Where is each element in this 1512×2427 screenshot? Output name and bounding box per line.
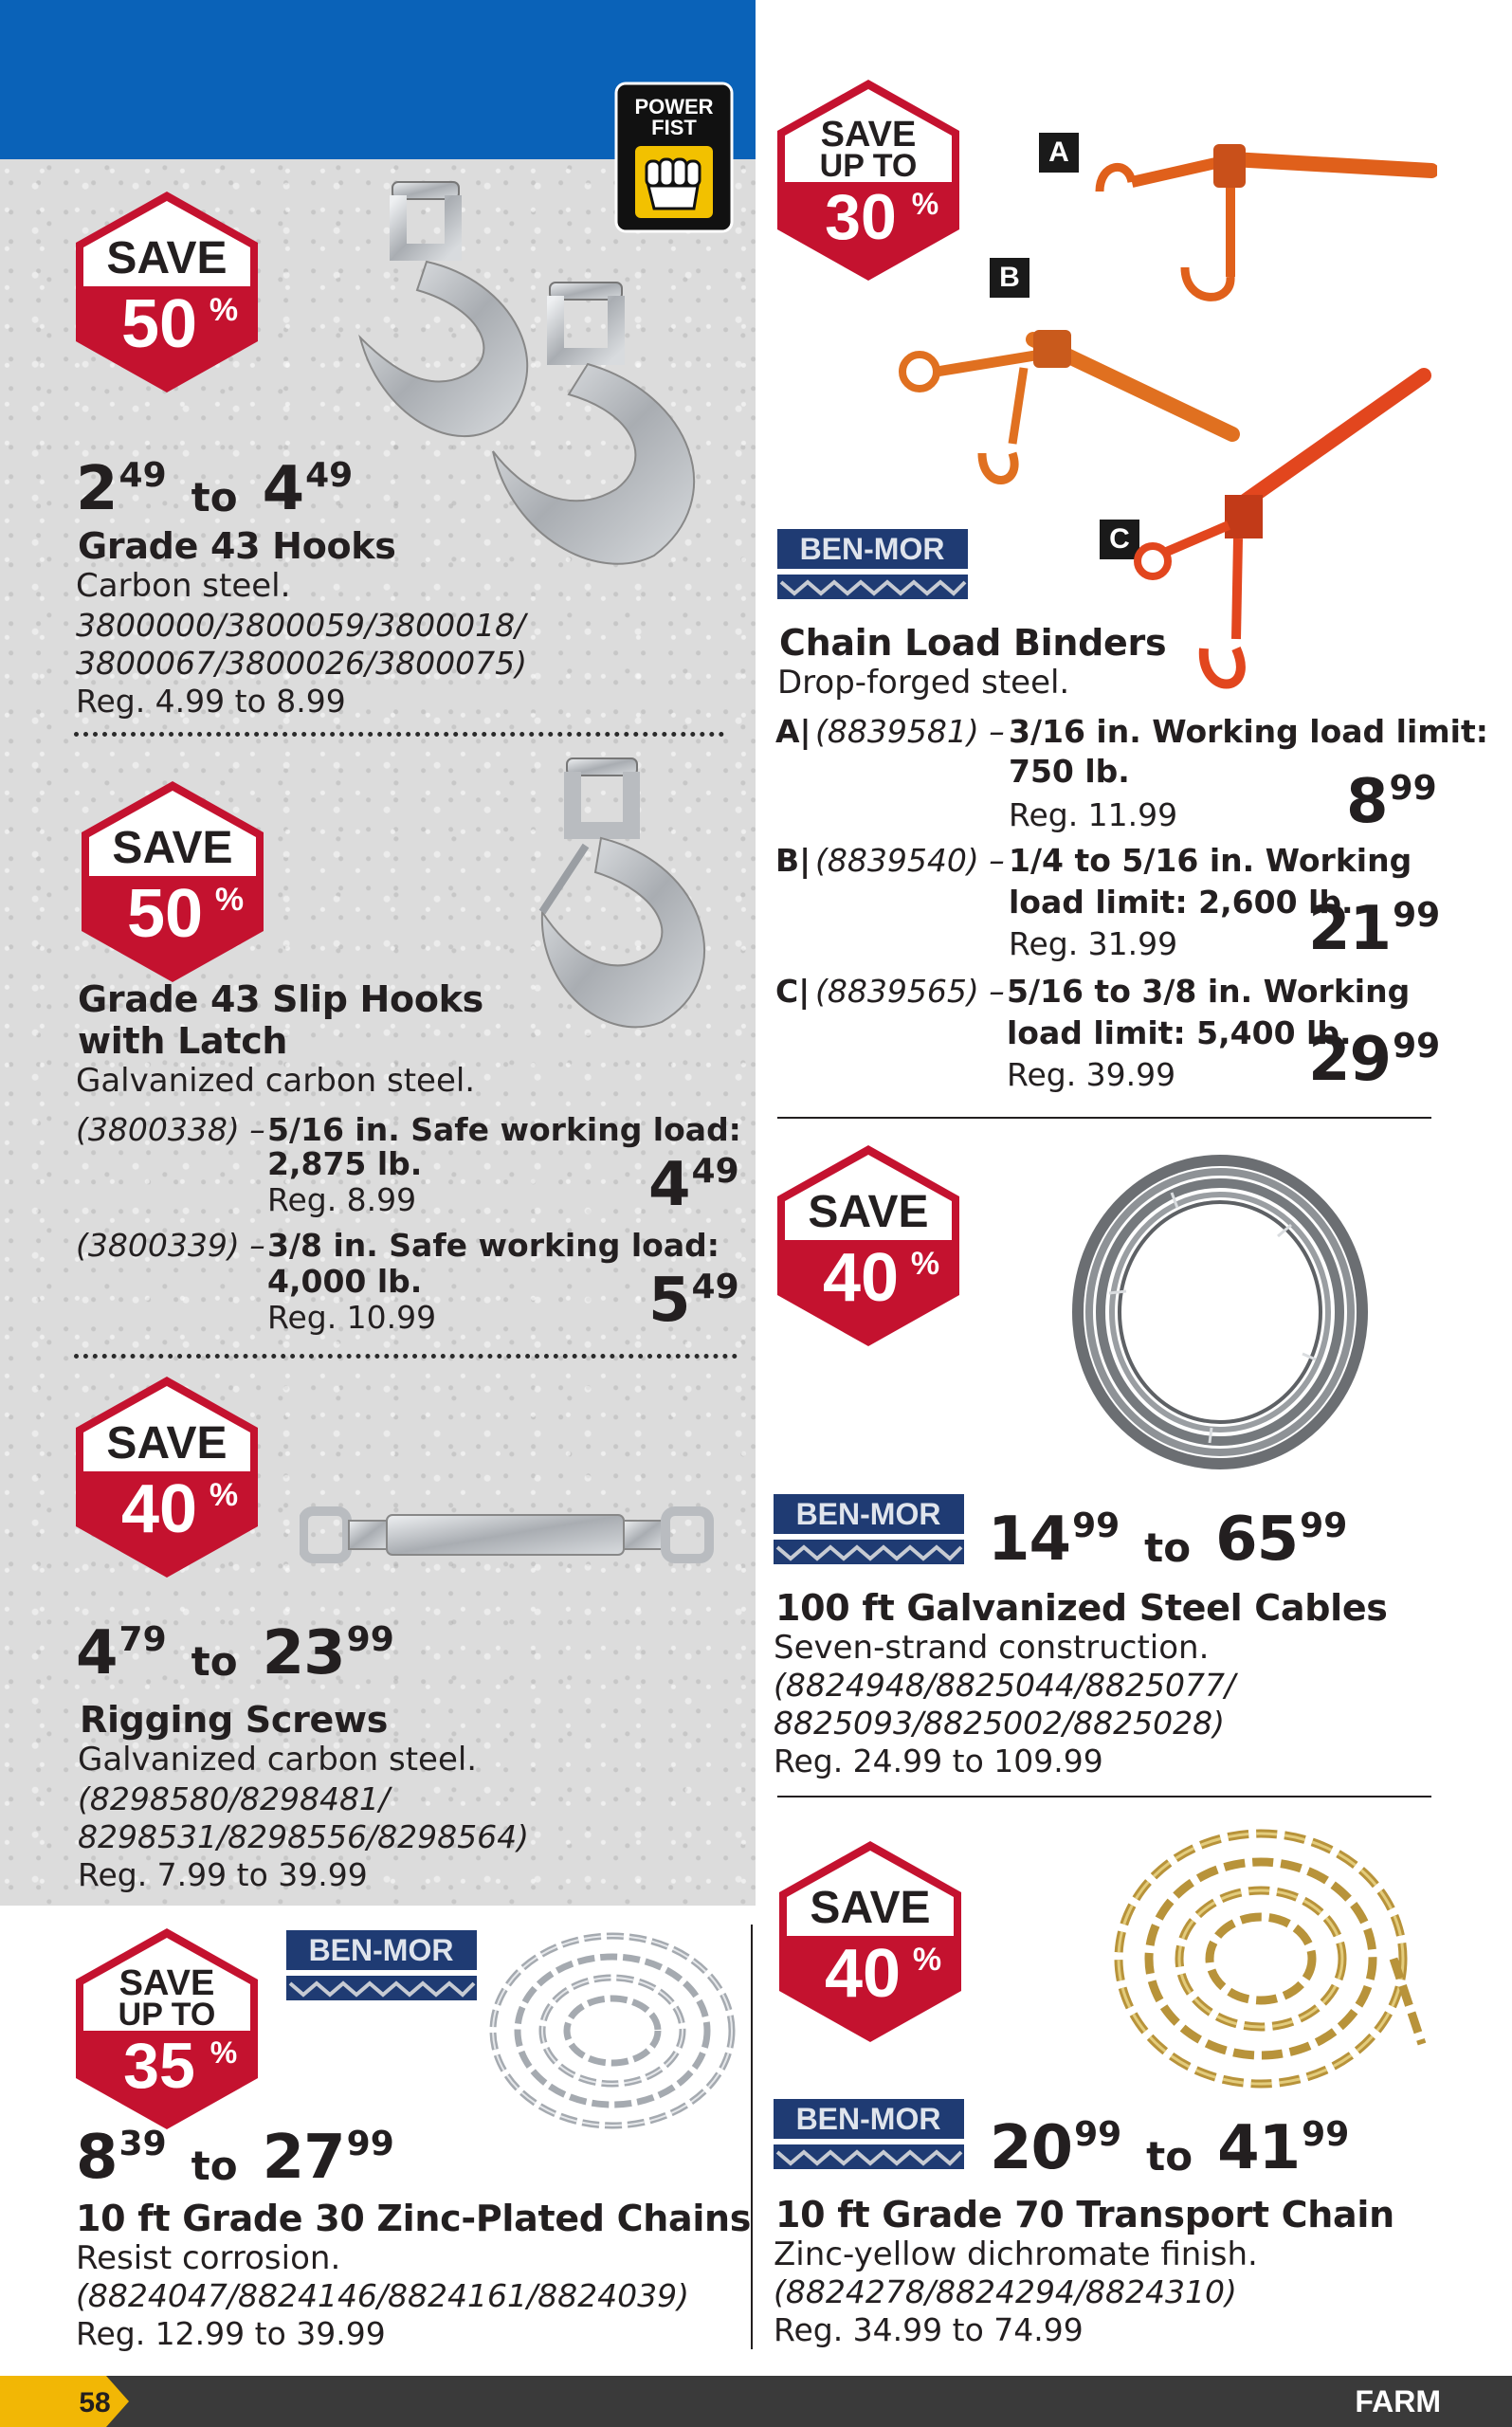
rigging-screw-image bbox=[300, 1490, 717, 1579]
svg-text:UP TO: UP TO bbox=[819, 148, 918, 184]
zinc-chains-codes: (8824047/8824146/8824161/8824039) bbox=[76, 2277, 689, 2314]
steel-cables-price: 14 99 to 65 99 bbox=[988, 1505, 1348, 1575]
binder-option-c-letter: C| bbox=[775, 973, 811, 1010]
dotted-divider bbox=[74, 732, 724, 737]
zinc-chains-desc: Resist corrosion. bbox=[76, 2239, 341, 2277]
svg-text:%: % bbox=[209, 292, 239, 328]
save-50-badge bbox=[78, 777, 267, 986]
binder-option-b-reg: Reg. 31.99 bbox=[1009, 925, 1178, 962]
binder-option-c-reg: Reg. 39.99 bbox=[1007, 1056, 1176, 1093]
slip-hook-option-price: 4 49 bbox=[648, 1150, 739, 1220]
ben-mor-logo bbox=[772, 1492, 966, 1568]
slip-hook-option-reg: Reg. 10.99 bbox=[267, 1299, 437, 1336]
svg-text:40: 40 bbox=[824, 1936, 902, 2012]
dotted-divider bbox=[74, 1354, 738, 1359]
slip-hook-option-spec-2: 4,000 lb. bbox=[267, 1263, 423, 1300]
slip-hook-option-code: (3800338) – bbox=[76, 1111, 265, 1148]
rigging-screws-desc: Galvanized carbon steel. bbox=[78, 1741, 478, 1779]
binder-option-b-spec: 1/4 to 5/16 in. Working bbox=[1009, 842, 1412, 879]
grade43-hooks-reg: Reg. 4.99 to 8.99 bbox=[76, 683, 346, 720]
svg-text:40: 40 bbox=[120, 1471, 198, 1547]
svg-text:50: 50 bbox=[120, 286, 198, 362]
svg-text:BEN-MOR: BEN-MOR bbox=[795, 2102, 941, 2136]
transport-chain-price: 20 99 to 41 99 bbox=[990, 2113, 1350, 2183]
grade43-hooks-codes-2: 3800067/3800026/3800075) bbox=[76, 645, 528, 682]
svg-text:%: % bbox=[911, 187, 939, 221]
binder-option-a-code: (8839581) – bbox=[815, 713, 1005, 750]
slip-hook-option-code: (3800339) – bbox=[76, 1227, 265, 1264]
transport-chain-reg: Reg. 34.99 to 74.99 bbox=[774, 2311, 1084, 2348]
save-up-to-30-badge bbox=[774, 76, 963, 284]
rigging-screws-codes-1: (8298580/8298481/ bbox=[78, 1780, 391, 1817]
zinc-chains-reg: Reg. 12.99 to 39.99 bbox=[76, 2315, 386, 2352]
steel-cables-codes-2: 8825093/8825002/8825028) bbox=[774, 1705, 1226, 1742]
svg-text:SAVE: SAVE bbox=[808, 1187, 929, 1237]
slip-hook-option-spec-2: 2,875 lb. bbox=[267, 1145, 423, 1182]
zinc-chains-title: 10 ft Grade 30 Zinc-Plated Chains bbox=[76, 2198, 752, 2239]
svg-text:SAVE: SAVE bbox=[118, 1963, 215, 2003]
binder-option-b-code: (8839540) – bbox=[815, 842, 1005, 879]
steel-cable-coil-image bbox=[1067, 1151, 1373, 1473]
ben-mor-logo bbox=[775, 527, 970, 603]
steel-cables-reg: Reg. 24.99 to 109.99 bbox=[774, 1743, 1103, 1779]
save-40-badge bbox=[72, 1373, 262, 1581]
svg-text:FIST: FIST bbox=[651, 116, 697, 139]
svg-text:30: 30 bbox=[825, 181, 897, 253]
binder-option-b-spec-2: load limit: 2,600 lb. bbox=[1009, 884, 1354, 921]
steel-cables-codes-1: (8824948/8825044/8825077/ bbox=[774, 1667, 1236, 1704]
slip-hook-option-spec: 5/16 in. Safe working load: bbox=[267, 1111, 741, 1148]
slip-hooks-title-1: Grade 43 Slip Hooks bbox=[78, 978, 483, 1020]
slip-hooks-title-2: with Latch bbox=[78, 1020, 288, 1062]
grade43-hooks-price: 2 49 to 4 49 bbox=[76, 454, 354, 524]
binder-option-a-price: 8 99 bbox=[1346, 767, 1437, 837]
binder-label-a: A bbox=[1039, 133, 1079, 173]
transport-chain-desc: Zinc-yellow dichromate finish. bbox=[774, 2235, 1258, 2273]
load-binder-a-image bbox=[1090, 125, 1437, 315]
slip-hook-option-spec: 3/8 in. Safe working load: bbox=[267, 1227, 720, 1264]
column-divider bbox=[751, 1925, 753, 2349]
binder-option-a-letter: A| bbox=[775, 713, 811, 750]
save-50-badge bbox=[72, 188, 262, 396]
svg-text:BEN-MOR: BEN-MOR bbox=[799, 532, 945, 566]
steel-cables-title: 100 ft Galvanized Steel Cables bbox=[775, 1587, 1388, 1629]
rigging-screws-codes-2: 8298531/8298556/8298564) bbox=[78, 1818, 530, 1855]
slip-hook-image bbox=[519, 751, 738, 1035]
grade43-hooks-codes-1: 3800000/3800059/3800018/ bbox=[76, 607, 526, 644]
svg-text:POWER: POWER bbox=[634, 95, 714, 119]
binder-option-b-letter: B| bbox=[775, 842, 811, 879]
ben-mor-logo bbox=[772, 2097, 966, 2173]
steel-cables-desc: Seven-strand construction. bbox=[774, 1629, 1210, 1667]
svg-text:%: % bbox=[209, 1477, 239, 1513]
binder-label-c: C bbox=[1100, 520, 1139, 559]
svg-text:SAVE: SAVE bbox=[810, 1883, 931, 1933]
svg-text:50: 50 bbox=[126, 876, 204, 952]
grade43-hooks-title: Grade 43 Hooks bbox=[78, 525, 396, 567]
svg-text:%: % bbox=[214, 882, 245, 918]
rigging-screws-price: 4 79 to 23 99 bbox=[76, 1618, 394, 1688]
save-up-to-35-badge bbox=[72, 1925, 262, 2133]
binder-option-b-price: 21 99 bbox=[1308, 894, 1441, 964]
binder-option-c-spec-2: load limit: 5,400 lb. bbox=[1007, 1014, 1352, 1051]
zinc-chain-image bbox=[482, 1919, 743, 2143]
svg-text:%: % bbox=[209, 2035, 238, 2070]
transport-chain-image bbox=[1109, 1816, 1431, 2101]
binder-option-a-reg: Reg. 11.99 bbox=[1009, 796, 1178, 833]
binder-label-b: B bbox=[990, 258, 1029, 298]
save-40-badge bbox=[775, 1837, 965, 2046]
slip-hooks-desc: Galvanized carbon steel. bbox=[76, 1062, 476, 1100]
binder-option-c-code: (8839565) – bbox=[815, 973, 1005, 1010]
section-divider bbox=[777, 1117, 1431, 1119]
svg-text:35: 35 bbox=[123, 2030, 195, 2102]
svg-text:58: 58 bbox=[79, 2387, 111, 2418]
binder-option-a-spec-2: 750 lb. bbox=[1009, 753, 1130, 790]
svg-text:SAVE: SAVE bbox=[112, 823, 233, 873]
svg-text:BEN-MOR: BEN-MOR bbox=[795, 1497, 941, 1531]
svg-text:SAVE: SAVE bbox=[106, 233, 228, 283]
load-binders-desc: Drop-forged steel. bbox=[777, 664, 1070, 702]
zinc-chains-price: 8 39 to 27 99 bbox=[76, 2123, 394, 2193]
load-binders-title: Chain Load Binders bbox=[779, 622, 1167, 664]
grade43-hooks-desc: Carbon steel. bbox=[76, 567, 291, 605]
svg-text:SAVE: SAVE bbox=[106, 1418, 228, 1469]
svg-text:%: % bbox=[910, 1246, 940, 1282]
binder-option-c-spec: 5/16 to 3/8 in. Working bbox=[1007, 973, 1411, 1010]
svg-text:UP TO: UP TO bbox=[118, 1997, 216, 2033]
binder-option-c-price: 29 99 bbox=[1308, 1025, 1441, 1095]
transport-chain-codes: (8824278/8824294/8824310) bbox=[774, 2273, 1237, 2310]
save-40-badge bbox=[774, 1141, 963, 1350]
load-binder-c-image bbox=[1134, 364, 1443, 705]
rigging-screws-reg: Reg. 7.99 to 39.99 bbox=[78, 1856, 368, 1893]
slip-hook-option-price: 5 49 bbox=[648, 1266, 739, 1336]
binder-option-a-spec: 3/16 in. Working load limit: bbox=[1009, 713, 1488, 750]
ben-mor-logo bbox=[284, 1928, 479, 2004]
section-divider bbox=[777, 1796, 1431, 1797]
grade43-hooks-image bbox=[351, 176, 749, 575]
transport-chain-title: 10 ft Grade 70 Transport Chain bbox=[775, 2194, 1394, 2235]
section-label: FARM bbox=[1355, 2384, 1441, 2418]
rigging-screws-title: Rigging Screws bbox=[80, 1699, 389, 1741]
svg-text:%: % bbox=[912, 1942, 942, 1978]
svg-text:BEN-MOR: BEN-MOR bbox=[308, 1933, 454, 1967]
svg-text:SAVE: SAVE bbox=[820, 115, 917, 155]
svg-text:40: 40 bbox=[822, 1240, 900, 1316]
page-number-tab bbox=[0, 2376, 133, 2427]
slip-hook-option-reg: Reg. 8.99 bbox=[267, 1181, 417, 1218]
